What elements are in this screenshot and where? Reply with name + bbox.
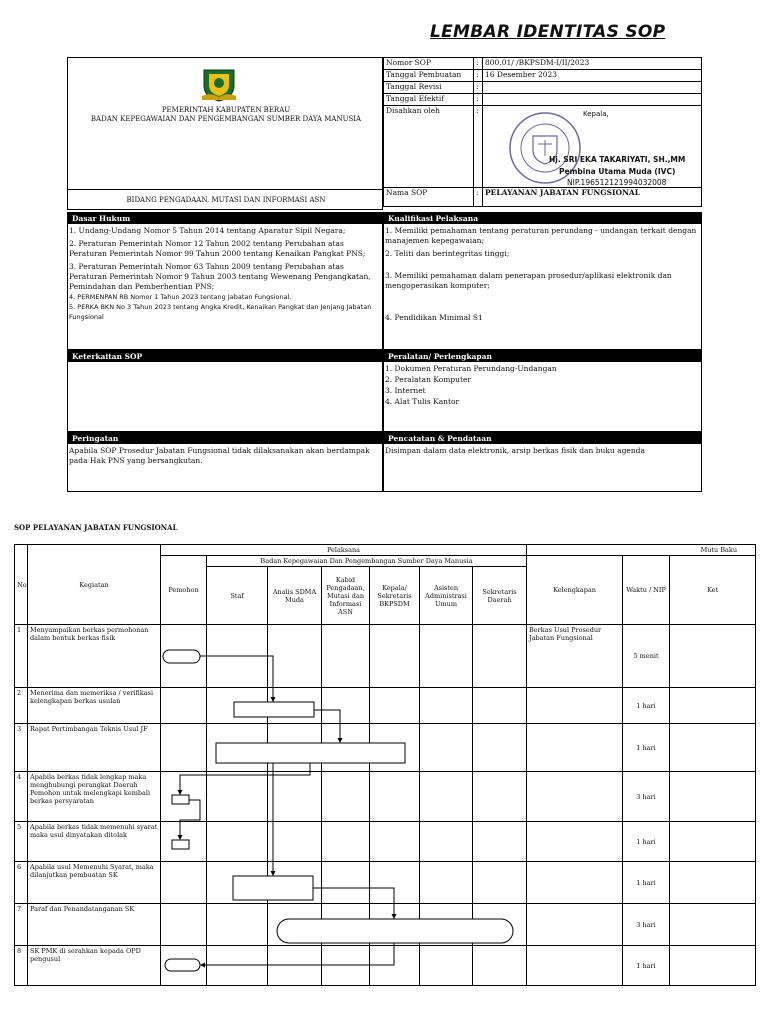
header-kegiatan: Kegiatan: [28, 545, 161, 625]
header-ket: Ket: [670, 556, 756, 625]
flow-process-ditolak: [172, 840, 189, 849]
row-no: 6: [15, 862, 28, 904]
bidang-label: BIDANG PENGADAAN, MUTASI DAN INFORMASI ASN: [126, 196, 326, 204]
header-badan: Badan Kepegawaian Dan Pengembangan Sumber Daya Manusia: [207, 556, 527, 567]
row-no: 1: [15, 625, 28, 688]
peralatan-header: Peralatan/ Perlengkapan: [384, 351, 701, 362]
row-kegiatan: Paraf dan Penandatanganan SK: [28, 904, 161, 946]
flow-terminator-paraf: [277, 919, 513, 943]
dasar-hukum-item: 3. Peraturan Pemerintah Nomor 63 Tahun 2009 tentang Perubahan atas Peraturan Pemerintah Nomor 9 Tahun 2003 tentang Wewenang Pengangkatan, Pemindahan dan Pemberhentian PNS;: [69, 262, 371, 291]
row-waktu: 1 hari: [623, 724, 670, 772]
signer-name: Hj. SRI EKA TAKARIYATI, SH.,MM: [549, 155, 686, 164]
header-kepala: Kepala/ Sekretaris BKPSDM: [370, 567, 420, 625]
row-no: 4: [15, 772, 28, 822]
nama-label: Nama SOP: [384, 188, 474, 207]
header-sekda: Sekretaris Daerah: [473, 567, 527, 625]
peralatan-item: 2. Peralatan Komputer: [385, 375, 472, 384]
flow-connector: [200, 656, 273, 701]
kualifikasi-item: 2. Teliti dan berintegritas tinggi;: [385, 249, 510, 258]
flow-heading: SOP PELAYANAN JABATAN FUNGSIONAL: [14, 523, 178, 532]
flow-process-rapat: [216, 743, 405, 763]
flow-process-lengkapi: [172, 795, 189, 804]
row-no: 8: [15, 946, 28, 986]
row-kegiatan: Rapat Pertimbangan Teknis Usul JF: [28, 724, 161, 772]
flow-process-sk: [233, 876, 313, 900]
nomor-label: Nomor SOP: [384, 58, 474, 70]
row-waktu: 1 hari: [623, 946, 670, 986]
header-pelaksana: Pelaksana: [161, 545, 527, 556]
peralatan-item: 4. Alat Tulis Kantor: [385, 397, 460, 406]
kualifikasi-item: 4. Pendidikan Minimal S1: [385, 313, 483, 322]
flow-connector: [201, 943, 394, 965]
header-kabid: Kabid Pengadaan, Mutasi dan Informasi ASN: [322, 567, 370, 625]
header-staf: Staf: [207, 567, 268, 625]
header-analis: Analis SDMA Muda: [268, 567, 322, 625]
pencatatan-header: Pencatatan & Pendataan: [384, 433, 701, 444]
row-no: 5: [15, 822, 28, 862]
row-kegiatan: SK PMK di serahkan kepada OPD pengusul: [28, 946, 161, 986]
peralatan-item: 3. Internet: [385, 386, 426, 395]
row-waktu: 1 hari: [623, 862, 670, 904]
dasar-hukum-header: Dasar Hukum: [68, 213, 382, 224]
peralatan-item: 1. Dokumen Peraturan Perundang-Undangan: [385, 364, 557, 373]
signer-nip: NIP.196512121994032008: [567, 178, 667, 187]
colon: :: [474, 70, 483, 82]
row-kelengkapan: Berkas Usul Prosedur Jabatan Fungsional: [527, 625, 623, 688]
row-waktu: 1 hari: [623, 688, 670, 724]
tgl-buat-value: 16 Desember 2023: [483, 70, 702, 82]
tgl-efektif-label: Tanggal Efektif: [384, 94, 474, 106]
header-no: No: [15, 545, 28, 625]
header-asisten: Asisten Administrasi Umum: [420, 567, 473, 625]
row-waktu: 3 hari: [623, 772, 670, 822]
dasar-hukum-item: 1. Undang-Undang Nomor 5 Tahun 2014 tentang Aparatur Sipil Negara;: [69, 226, 346, 235]
colon: :: [474, 58, 483, 70]
row-waktu: 3 hari: [623, 904, 670, 946]
colon: :: [474, 106, 483, 188]
colon: :: [474, 188, 483, 207]
kualifikasi-item: 3. Memiliki pemahaman dalam penerapan prosedur/aplikasi elektronik dan mengoperasikan komputer;: [385, 271, 672, 290]
nomor-value: 800.01/ /BKPSDM-I/II/2023: [483, 58, 702, 70]
flow-connector: [313, 888, 394, 918]
nama-value: PELAYANAN JABATAN FUNGSIONAL: [483, 188, 702, 207]
header-waktu: Waktu / NIP: [623, 556, 670, 625]
flow-terminator-end: [165, 959, 200, 971]
row-kegiatan: Apabila usul Memenuhi Syarat, maka dilanjutkan pembuatan SK: [28, 862, 161, 904]
document-title: LEMBAR IDENTITAS SOP: [430, 22, 666, 42]
row-kegiatan: Menerima dan memeriksa / verifikasi kelengkapan berkas usulan: [28, 688, 161, 724]
tgl-buat-label: Tanggal Pembuatan: [384, 70, 474, 82]
dasar-hukum-item: 5. PERKA BKN No 3 Tahun 2023 tentang Angka Kredit, Kenaikan Pangkat dan Jenjang Jabatan Fungsional: [69, 303, 372, 321]
flow-connector: [180, 763, 310, 794]
peringatan-header: Peringatan: [68, 433, 382, 444]
org-line-2: BADAN KEPEGAWAIAN DAN PENGEMBANGAN SUMBER DAYA MANUSIA: [90, 115, 362, 123]
flow-terminator-start: [163, 650, 200, 663]
row-no: 2: [15, 688, 28, 724]
header-mutu-baku: Mutu Baku: [527, 545, 756, 556]
flow-process-verifikasi: [234, 702, 314, 717]
row-kegiatan: Apabila berkas tidak memenuhi syarat maka usul dinyatakan ditolak: [28, 822, 161, 862]
dasar-hukum-item: 2. Peraturan Pemerintah Nomor 12 Tahun 2002 tentang Perubahan atas Peraturan Pemerintah Nomor 99 Tahun 2000 tentang Kenaikan Pangkat PNS;: [69, 239, 366, 258]
row-waktu: 5 menit: [623, 625, 670, 688]
colon: :: [474, 94, 483, 106]
org-line-1: PEMERINTAH KABUPATEN BERAU: [161, 106, 291, 114]
peringatan-text: Apabila SOP Prosedur Jabatan Fungsional tidak dilaksanakan akan berdampak pada Hak PNS yang bersangkutan.: [69, 446, 370, 465]
keterkaitan-header: Keterkaitan SOP: [68, 351, 382, 362]
row-waktu: 1 hari: [623, 822, 670, 862]
colon: :: [474, 82, 483, 94]
header-pemohon: Pemohon: [161, 556, 207, 625]
tgl-revisi-label: Tanggal Revisi: [384, 82, 474, 94]
pencatatan-text: Disimpan dalam data elektronik, arsip berkas fisik dan buku agenda: [385, 446, 645, 455]
disahkan-label: Disahkan oleh: [384, 106, 474, 188]
row-kegiatan: Apabila berkas tidak lengkap maka menghubungi perangkat Daerah Pemohon untuk melengkapi kembali berkas persyaratan: [28, 772, 161, 822]
flow-connector: [180, 800, 200, 839]
kepala-label: Kepala,: [583, 110, 609, 118]
row-no: 3: [15, 724, 28, 772]
kualifikasi-header: Kualifikasi Pelaksana: [384, 213, 701, 224]
row-no: 7: [15, 904, 28, 946]
flow-connector: [314, 710, 340, 742]
dasar-hukum-item: 4. PERMENPAN RB Nomor 1 Tahun 2023 tentang Jabatan Fungsional.: [69, 293, 292, 301]
row-kegiatan: Menyampaikan berkas permohonan dalam bentuk berkas fisik: [28, 625, 161, 688]
kualifikasi-item: 1. Memiliki pemahaman tentang peraturan perundang - undangan terkait dengan manajemen kepegawaian;: [385, 226, 697, 245]
header-kelengkapan: Kelengkapan: [527, 556, 623, 625]
signer-rank: Pembina Utama Muda (IVC): [559, 167, 676, 176]
